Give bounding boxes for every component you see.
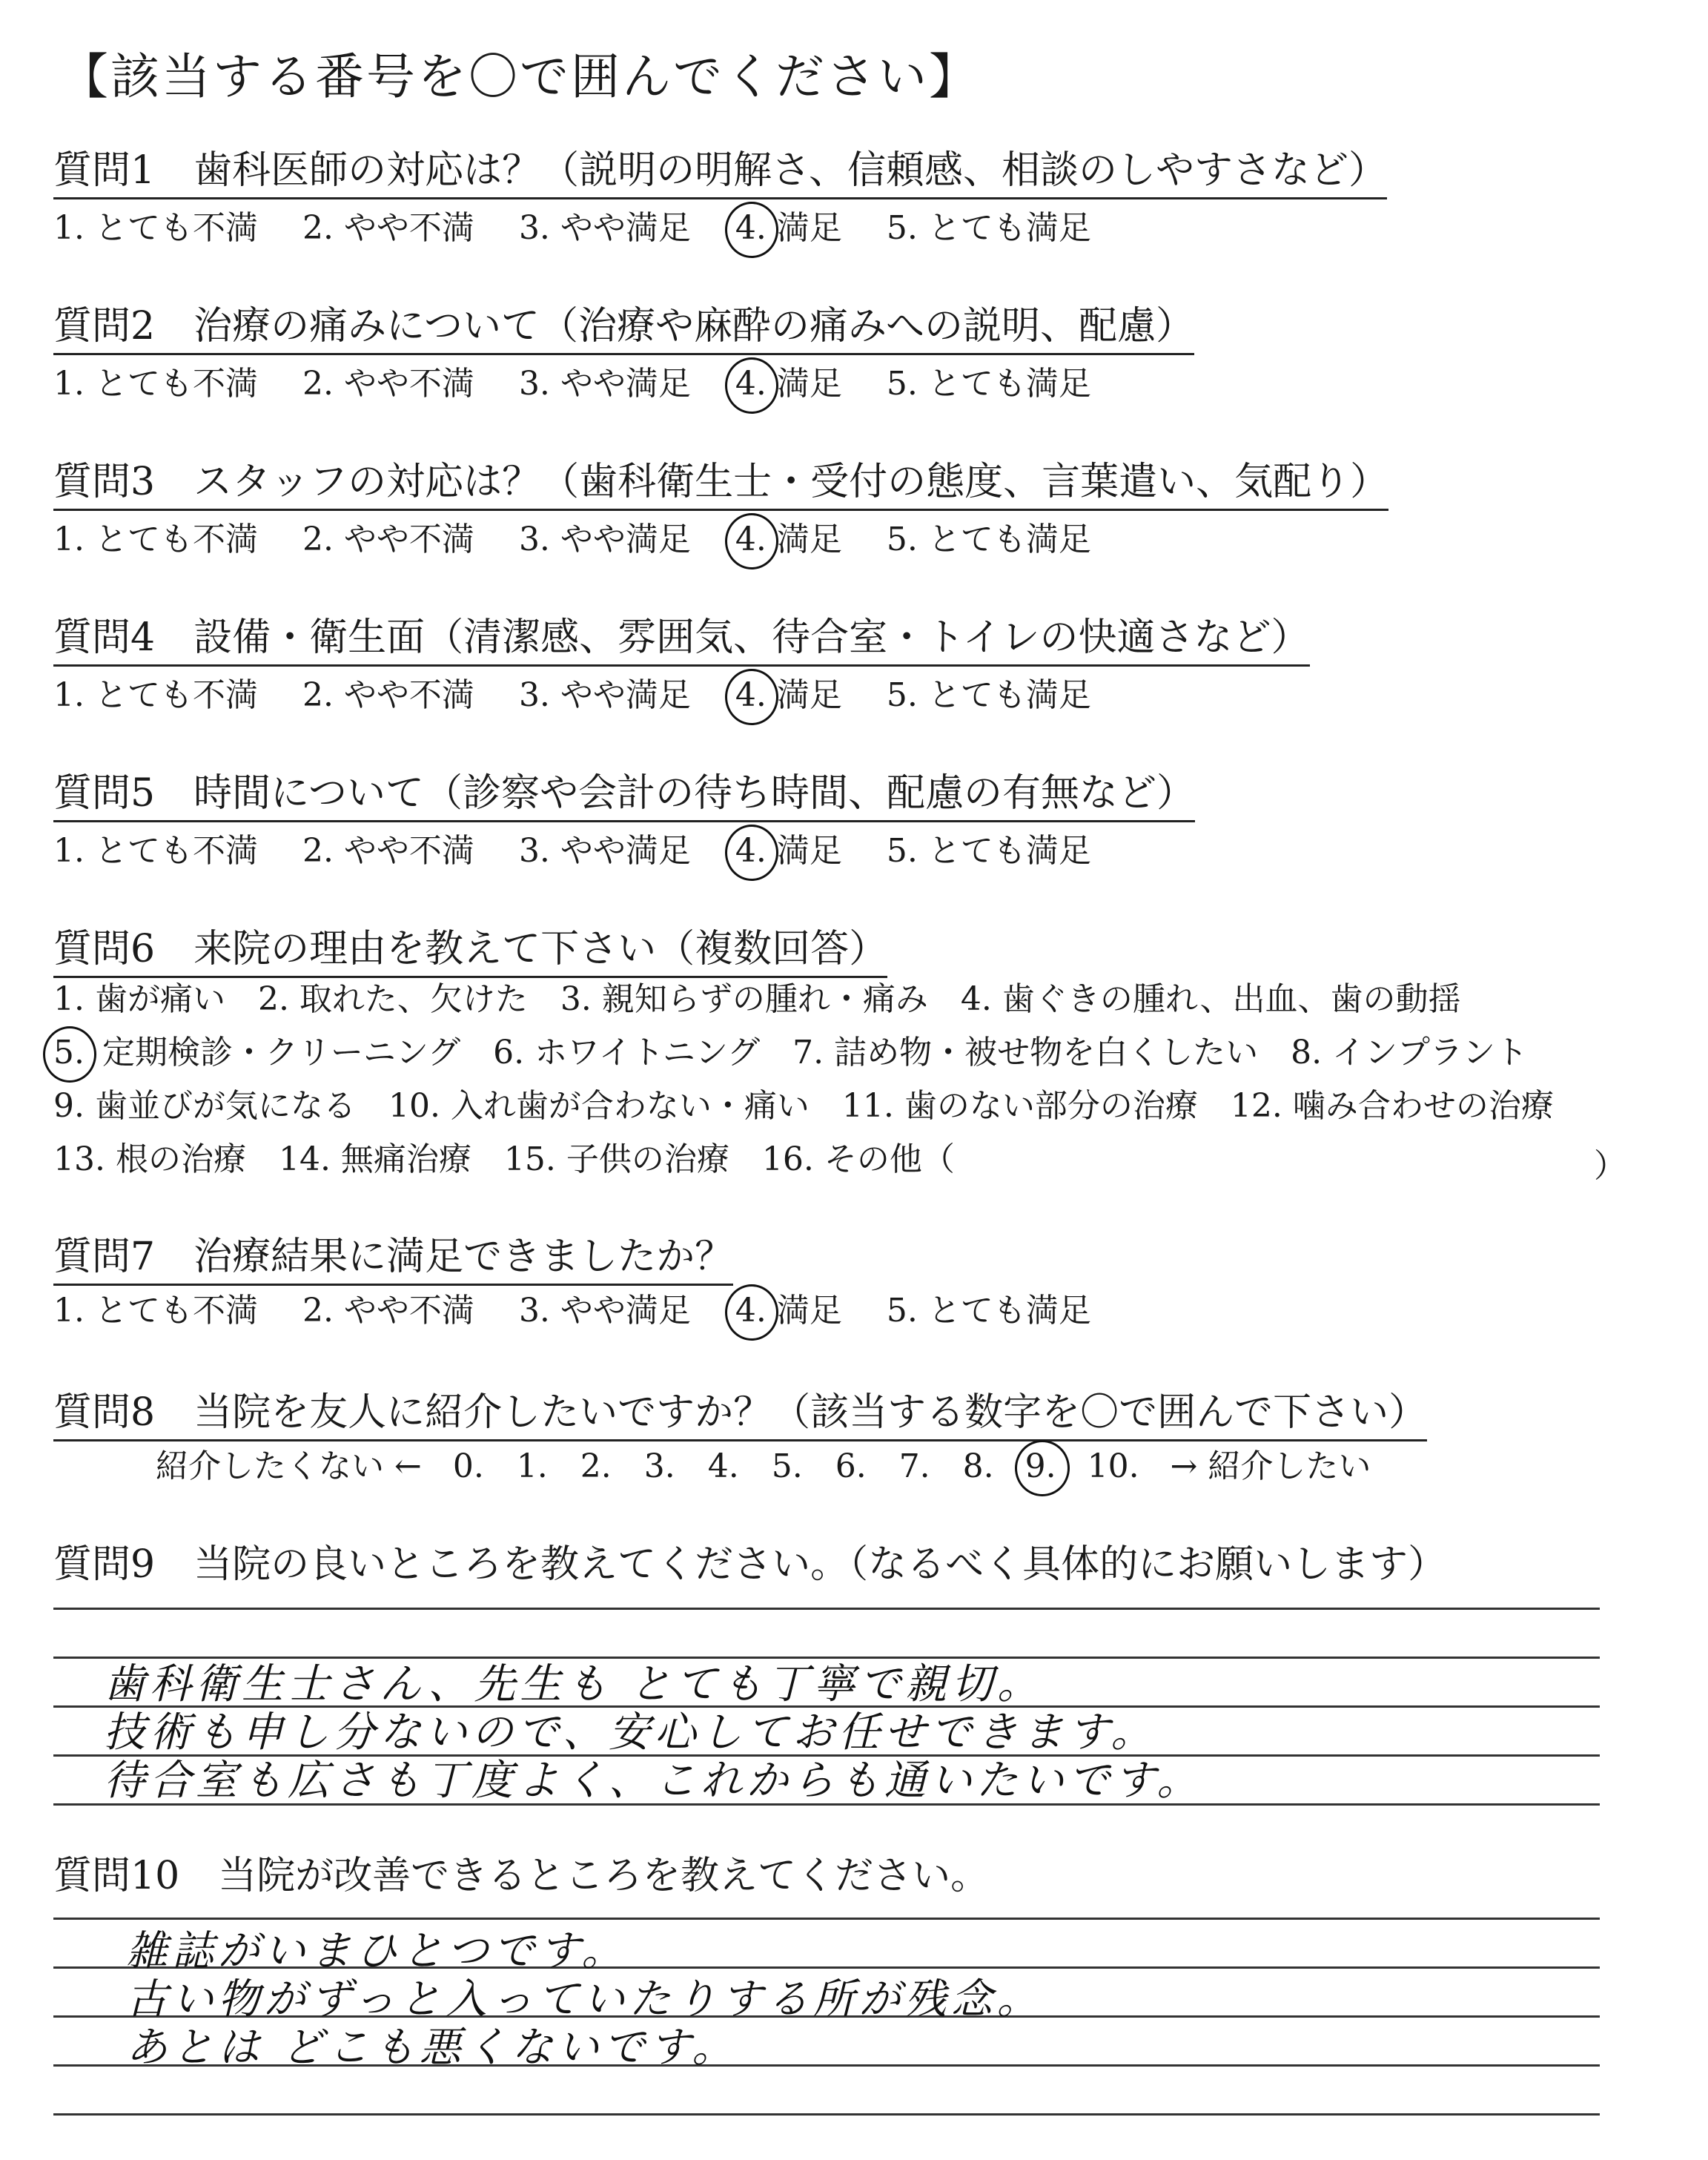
q3-option-3[interactable]: 3. やや満足: [518, 521, 691, 558]
q5-option-3[interactable]: 3. やや満足: [518, 832, 691, 870]
q1-option-3[interactable]: 3. やや満足: [518, 209, 691, 247]
q5-option-1[interactable]: 1. とても不満: [53, 832, 258, 870]
q7-option-1[interactable]: 1. とても不満: [53, 1292, 258, 1330]
q9-handwritten-answer-3: 待合室も広さも丁度よく、これからも通いたいです。: [104, 1757, 1203, 1805]
q10-answer-line-1: [53, 1918, 1600, 1920]
q1-option-4-selected[interactable]: 4. 満足: [735, 209, 842, 247]
q2-option-5[interactable]: 5. とても満足: [886, 365, 1091, 403]
question-1-options: [53, 209, 1125, 248]
q9-handwritten-answer-1: 歯科衛生士さん、先生も とても丁寧で親切。: [104, 1660, 1044, 1708]
question-7-title: 質問7 治療結果に満足できましたか？: [53, 1235, 733, 1286]
q1-option-5[interactable]: 5. とても満足: [886, 209, 1091, 247]
q2-option-3[interactable]: 3. やや満足: [518, 365, 691, 403]
q3-option-5[interactable]: 5. とても満足: [886, 521, 1091, 558]
q8-scale-9-selected[interactable]: 9.: [1025, 1447, 1056, 1485]
q2-option-1[interactable]: 1. とても不満: [53, 365, 258, 403]
q1-option-2[interactable]: 2. やや不満: [302, 209, 474, 247]
q10-handwritten-answer-1: 雑誌がいまひとつです。: [126, 1927, 628, 1975]
question-5-title: 質問5 時間について（診察や会計の待ち時間、配慮の有無など）: [53, 771, 1195, 822]
q8-scale-10[interactable]: 10.: [1087, 1447, 1139, 1485]
q7-option-5[interactable]: 5. とても満足: [886, 1292, 1091, 1330]
q7-option-3[interactable]: 3. やや満足: [518, 1292, 691, 1330]
q6-options-row-1[interactable]: 1. 歯が痛い 2. 取れた、欠けた 3. 親知らずの腫れ・痛み 4. 歯ぐきの腫れ、出血、歯の動揺: [53, 980, 1461, 1018]
q2-option-2[interactable]: 2. やや不満: [302, 365, 474, 403]
question-7-options: [53, 1292, 1125, 1330]
q6-options-row-3[interactable]: 9. 歯並びが気になる 10. 入れ歯が合わない・痛い 11. 歯のない部分の治療 12. 噛み合わせの治療: [53, 1087, 1554, 1125]
q6-option-5-selected[interactable]: 5.: [53, 1034, 85, 1071]
question-2-options: [53, 365, 1125, 403]
q4-option-2[interactable]: 2. やや不満: [302, 676, 474, 714]
question-8-title: 質問8 当院を友人に紹介したいですか？（該当する数字を〇で囲んで下さい）: [53, 1390, 1427, 1441]
q4-option-1[interactable]: 1. とても不満: [53, 676, 258, 714]
q9-answer-line-1: [53, 1608, 1600, 1610]
question-3-title: 質問3 スタッフの対応は？（歯科衛生士・受付の態度、言葉遣い、気配り）: [53, 460, 1388, 511]
q7-option-4-selected[interactable]: 4. 満足: [735, 1292, 842, 1330]
q4-option-4-selected[interactable]: 4. 満足: [735, 676, 842, 714]
q1-option-1[interactable]: 1. とても不満: [53, 209, 258, 247]
question-10-title: 質問10 当院が改善できるところを教えてください。: [53, 1854, 990, 1898]
question-6-title: 質問6 来院の理由を教えて下さい（複数回答）: [53, 927, 887, 978]
q8-left-label: 紹介したくない ←: [156, 1447, 422, 1485]
q5-option-5[interactable]: 5. とても満足: [886, 832, 1091, 870]
q10-handwritten-answer-3: あとは どこも悪くないです。: [126, 2024, 738, 2072]
q10-answer-line-5: [53, 2113, 1600, 2116]
question-4-title: 質問4 設備・衛生面（清潔感、雰囲気、待合室・トイレの快適さなど）: [53, 615, 1310, 667]
q6-options-row-4[interactable]: 13. 根の治療 14. 無痛治療 15. 子供の治療 16. その他（: [53, 1140, 955, 1178]
q8-scale-0-8[interactable]: 0. 1. 2. 3. 4. 5. 6. 7. 8.: [452, 1447, 994, 1485]
question-1-title: 質問1 歯科医師の対応は？（説明の明解さ、信頼感、相談のしやすさなど）: [53, 148, 1387, 199]
q7-option-2[interactable]: 2. やや不満: [302, 1292, 474, 1330]
question-2-title: 質問2 治療の痛みについて（治療や麻酔の痛みへの説明、配慮）: [53, 304, 1194, 355]
q3-option-1[interactable]: 1. とても不満: [53, 521, 258, 558]
q5-option-2[interactable]: 2. やや不満: [302, 832, 474, 870]
q6-options-row-2[interactable]: [53, 1034, 1528, 1072]
q4-option-5[interactable]: 5. とても満足: [886, 676, 1091, 714]
q8-right-label: → 紹介したい: [1170, 1447, 1371, 1485]
page-title: 【該当する番号を〇で囲んでください】: [59, 48, 980, 105]
q9-handwritten-answer-2: 技術も申し分ないので、安心してお任せできます。: [104, 1708, 1157, 1757]
q3-option-4-selected[interactable]: 4. 満足: [735, 521, 842, 558]
question-5-options: [53, 832, 1125, 871]
q4-option-3[interactable]: 3. やや満足: [518, 676, 691, 714]
q5-option-4-selected[interactable]: 4. 満足: [735, 832, 842, 870]
q9-answer-line-2: [53, 1657, 1600, 1659]
question-3-options: [53, 521, 1125, 559]
q2-option-4-selected[interactable]: 4. 満足: [735, 365, 842, 403]
q10-handwritten-answer-2: 古い物がずっと入っていたりする所が残念。: [126, 1975, 1043, 2024]
q8-recommend-scale: [156, 1447, 1371, 1486]
question-9-title: 質問9 当院の良いところを教えてください。（なるべく具体的にお願いします）: [53, 1542, 1447, 1587]
q3-option-2[interactable]: 2. やや不満: [302, 521, 474, 558]
q6-other-close-paren: ）: [1594, 1147, 1626, 1185]
question-4-options: [53, 676, 1125, 715]
q6-options-row-2-rest: 定期検診・クリーニング 6. ホワイトニング 7. 詰め物・被せ物を白くしたい 8. インプラント: [102, 1034, 1529, 1071]
